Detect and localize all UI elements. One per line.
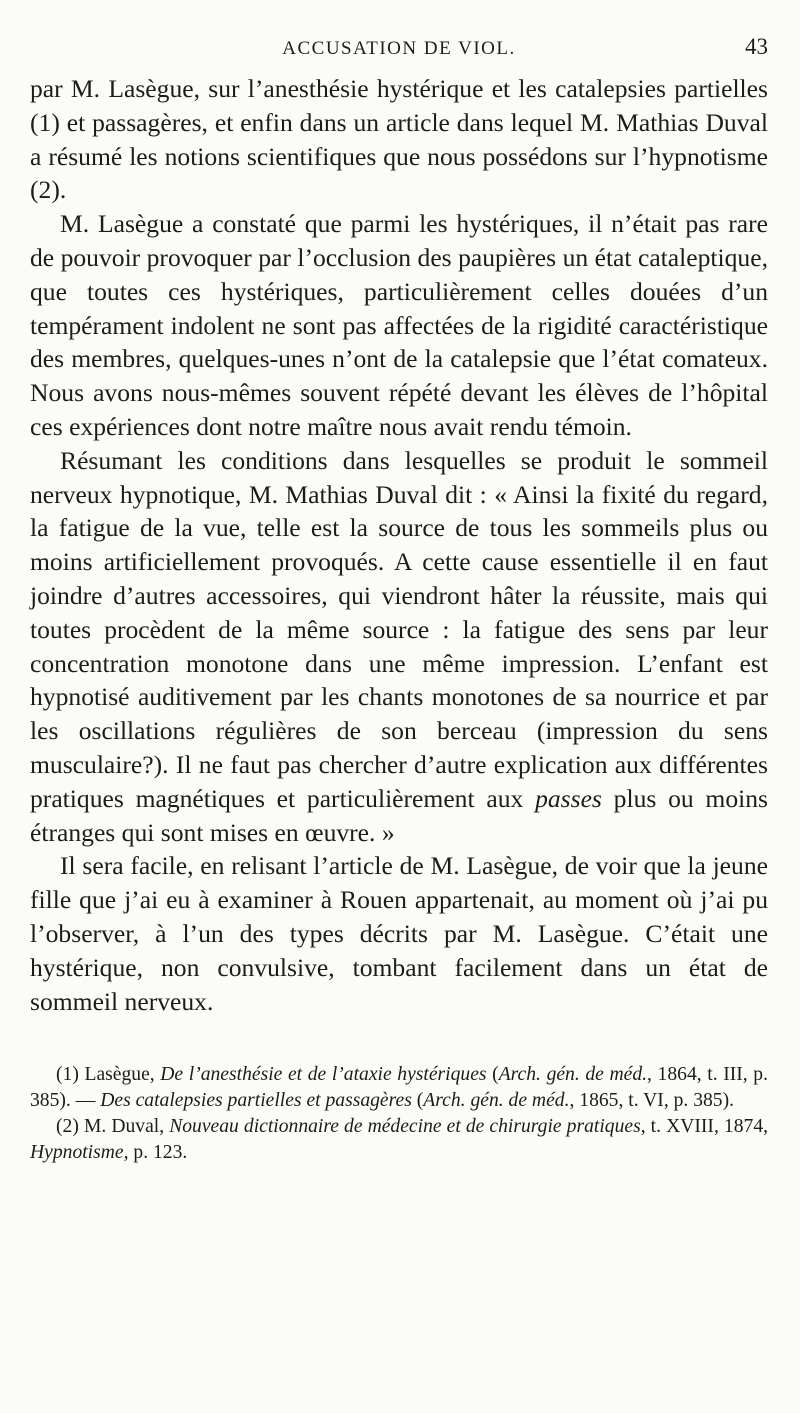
footnote-1-author: Lasègue, (84, 1064, 161, 1086)
running-title: ACCUSATION DE VIOL. (282, 38, 516, 59)
footnote-1 (30, 1062, 768, 1114)
paragraph-4: Il sera facile, en relisant l’article de M. Lasègue, de voir que la jeune fille que j’ai eu à examiner à Rouen appartenait, au moment où j’ai pu l’observer, à l’un des types décrits par M. Lasègue. C’était une hystérique, non convulsive, tombant facilement dans un état de sommeil nerveux. (30, 851, 768, 1016)
footnote-2-author: M. Duval, (83, 1116, 170, 1138)
body-text (30, 72, 768, 1018)
paragraph-3-italic: passes (535, 783, 602, 813)
footnote-1-journal-1: Arch. gén. de méd. (498, 1064, 648, 1086)
footnote-2 (30, 1114, 768, 1166)
paragraph-3-text-a: Résumant les conditions dans lesquelles se produit le sommeil nerveux hypnotique, M. Mathias Duval dit : « Ainsi la fixité du regard, la fatigue de la vue, telle est la source de tous les sommeils plus ou moins artificiellement provoqués. A cette cause essentielle il en faut joindre d’autres accessoires, qui viendront hâter la réussite, mais qui toutes procèdent de la même source : la fatigue des sens par leur concentration monotone dans une même impression. L’enfant est hypnotisé auditivement par les chants monotones de sa nourrice et par les oscillations régulières de son berceau (impression du sens musculaire?). Il ne faut pas chercher d’autre explication aux différentes pratiques magnétiques et particulièrement aux (30, 445, 768, 813)
footnote-1-ref-1: , 1864, t. III, p. 385). — (30, 1064, 768, 1112)
footnote-1-paren-2: ( (411, 1090, 424, 1112)
footnotes (30, 1062, 768, 1166)
footnote-2-ref-1: , t. XVIII, 1874, (640, 1116, 769, 1138)
footnote-1-journal-2: Arch. gén. de méd. (423, 1090, 570, 1112)
footnote-2-ref-2: , p. 123. (123, 1142, 188, 1164)
footnote-1-title-2: Des catalepsies partielles et passagères (100, 1090, 412, 1112)
footnote-2-title-1: Nouveau dictionnaire de médecine et de chirurgie pratiques (169, 1116, 641, 1138)
paragraph-2: M. Lasègue a constaté que parmi les hystériques, il n’était pas rare de pouvoir provoquer par l’occlusion des paupières un état cataleptique, que toutes ces hystériques, particulièrement celles douées d’un tempérament indolent ne sont pas affectées de la rigidité caractéristique des membres, quelques-unes n’ont de la catalepsie que l’état comateux. Nous avons nous-mêmes souvent répété devant les élèves de l’hôpital ces expériences dont notre maître nous avait rendu témoin. (30, 209, 768, 441)
footnote-1-marker: (1) (56, 1064, 79, 1086)
page-header (30, 28, 768, 68)
paragraph-3 (30, 444, 768, 850)
footnote-2-title-2: Hypnotisme (30, 1142, 124, 1164)
footnote-1-ref-2: , 1865, t. VI, p. 385). (569, 1090, 735, 1112)
book-page (30, 28, 768, 1166)
page-number: 43 (745, 34, 768, 59)
footnote-1-paren-1: ( (486, 1064, 499, 1086)
footnote-1-title-1: De l’anesthésie et de l’ataxie hystériques (160, 1064, 487, 1086)
paragraph-3-text-b: plus ou moins étranges qui sont mises en œuvre. » (30, 783, 768, 847)
footnote-2-marker: (2) (56, 1116, 79, 1138)
paragraph-1: par M. Lasègue, sur l’anesthésie hystérique et les catalepsies partielles (1) et passagères, et enfin dans un article dans lequel M. Mathias Duval a résumé les notions scientifiques que nous possédons sur l’hypnotisme (2). (30, 74, 768, 205)
